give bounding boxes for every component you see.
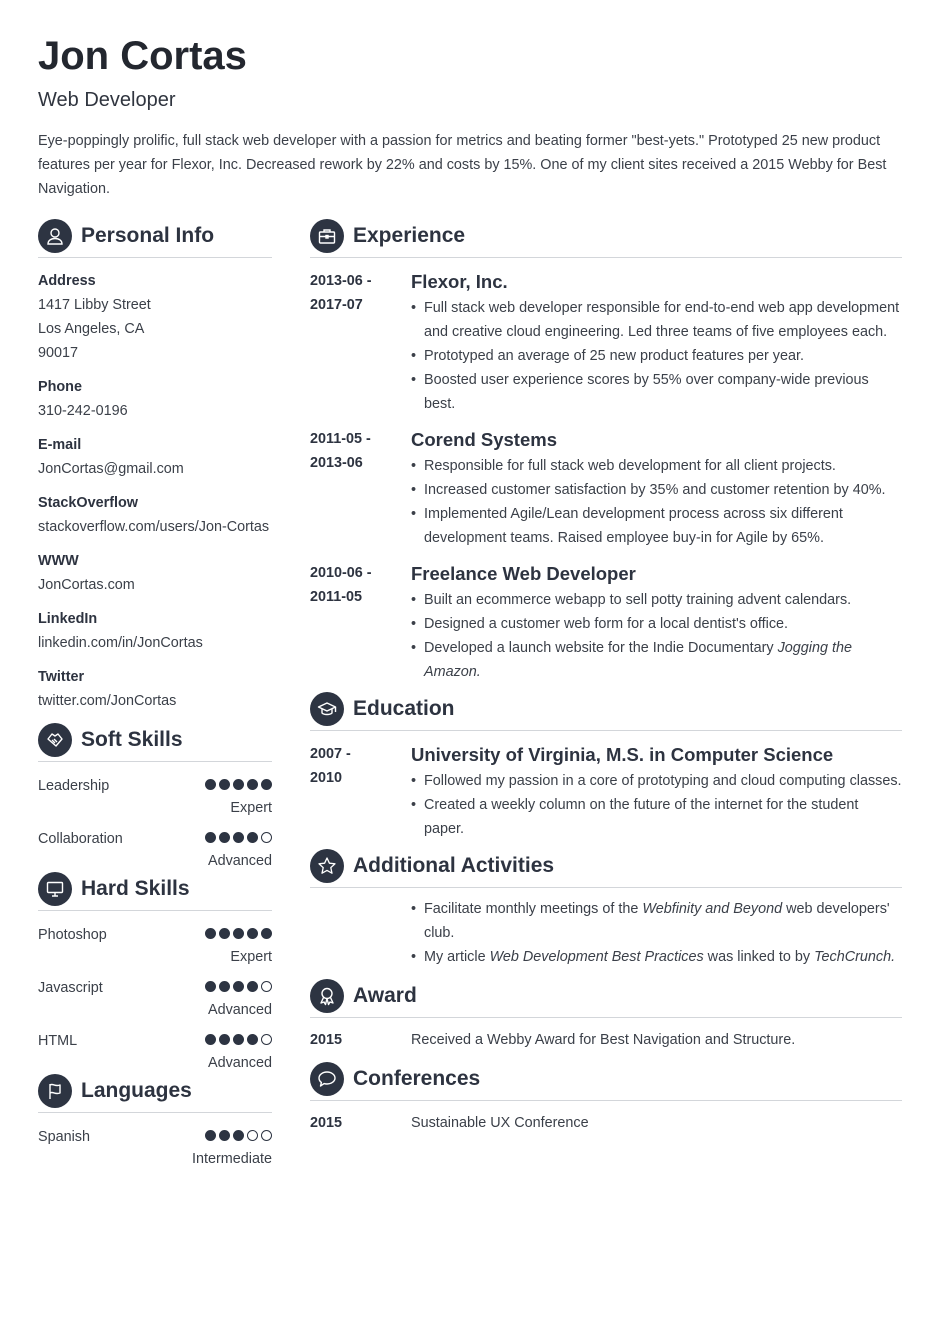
skill-name: Collaboration <box>38 831 123 847</box>
email-value[interactable]: JonCortas@gmail.com <box>38 461 184 477</box>
rating-dot-empty <box>261 832 272 843</box>
rating-dot-empty <box>247 1130 258 1141</box>
hard-skills-header <box>38 872 272 911</box>
bullet-text: Facilitate monthly meetings of the <box>424 901 643 917</box>
star-icon <box>310 849 344 883</box>
handshake-icon <box>38 723 72 757</box>
rating-dots <box>205 981 272 992</box>
skill-row <box>38 966 272 1019</box>
bullet-text: web developers' club. <box>424 901 890 941</box>
rating-dot-filled <box>233 928 244 939</box>
bullet-italic: Web Development Best Practices <box>489 949 704 965</box>
skill-level: Expert <box>230 949 272 965</box>
bullet-italic: Webfinity and Beyond <box>642 901 783 917</box>
date-range <box>310 742 400 790</box>
rating-dot-filled <box>233 779 244 790</box>
section-title: Hard Skills <box>81 877 190 900</box>
linkedin-value[interactable]: linkedin.com/in/JonCortas <box>38 635 203 651</box>
date-start: 2013-06 - <box>310 273 372 289</box>
bullet-list <box>411 454 902 550</box>
right-column <box>310 219 902 1135</box>
date-end: 2010 <box>310 770 343 786</box>
rating-dot-filled <box>205 981 216 992</box>
address-line: 90017 <box>38 345 79 361</box>
award-date: 2015 <box>310 1032 343 1048</box>
skill-row <box>38 817 272 870</box>
www-value[interactable]: JonCortas.com <box>38 577 135 593</box>
skill-name: Leadership <box>38 778 110 794</box>
experience-entry <box>310 427 902 550</box>
activities-entry <box>411 897 902 969</box>
bullet-list <box>411 769 902 841</box>
date-range <box>310 427 400 475</box>
stackoverflow-value[interactable]: stackoverflow.com/users/Jon-Cortas <box>38 519 270 535</box>
email-label: E-mail <box>38 437 82 453</box>
bullet-item: • Responsible for full stack web development for all client projects. <box>411 454 902 478</box>
experience-entry <box>310 561 902 684</box>
phone-label: Phone <box>38 379 82 395</box>
skill-level: Advanced <box>207 1055 272 1071</box>
rating-dot-filled <box>233 1034 244 1045</box>
job-title: Web Developer <box>38 89 176 111</box>
rating-dot-empty <box>261 1130 272 1141</box>
section-title: Additional Activities <box>353 854 555 877</box>
summary: Eye-poppingly prolific, full stack web developer with a passion for metrics and beating former "best-yets." Prototyped 25 new product features per year for Flexor, Inc. Decreased rework by 22% and costs by 15%. One of my client sites received a 2015 Webby for Best Navigation. <box>38 133 887 197</box>
rating-dot-filled <box>247 832 258 843</box>
personal-info-header <box>38 219 272 258</box>
conference-text: Sustainable UX Conference <box>411 1115 589 1131</box>
rating-dot-filled <box>247 779 258 790</box>
flag-icon <box>38 1074 72 1108</box>
award-text: Received a Webby Award for Best Navigation and Structure. <box>411 1032 796 1048</box>
rating-dot-filled <box>247 1034 258 1045</box>
section-title: Languages <box>81 1079 192 1102</box>
bullet-item: • Followed my passion in a core of prototyping and cloud computing classes. <box>411 769 902 793</box>
date-start: 2010-06 - <box>310 565 372 581</box>
skill-level: Expert <box>230 800 272 816</box>
rating-dot-filled <box>247 981 258 992</box>
skill-row <box>38 913 272 966</box>
date-end: 2011-05 <box>310 589 363 605</box>
skill-name: Spanish <box>38 1129 91 1145</box>
bullet-italic: Jogging the Amazon. <box>424 640 852 680</box>
rating-dot-filled <box>233 832 244 843</box>
conference-entry <box>310 1111 902 1135</box>
bullet-text: My article <box>424 949 490 965</box>
phone-value: 310-242-0196 <box>38 403 128 419</box>
education-entry <box>310 742 902 841</box>
rating-dot-filled <box>205 1034 216 1045</box>
rating-dot-filled <box>205 1130 216 1141</box>
rating-dots <box>205 779 272 790</box>
rating-dot-filled <box>261 928 272 939</box>
languages-header <box>38 1074 272 1113</box>
bullet-text: Developed a launch website for the Indie Documentary <box>424 640 778 656</box>
date-range <box>310 269 400 317</box>
date-start: 2011-05 - <box>310 431 371 447</box>
job-company: Corend Systems <box>411 429 557 450</box>
candidate-name: Jon Cortas <box>38 34 247 78</box>
rating-dot-empty <box>261 1034 272 1045</box>
bullet-item <box>411 945 902 969</box>
rating-dots <box>205 1034 272 1045</box>
skill-name: Photoshop <box>38 927 107 943</box>
rating-dot-filled <box>219 832 230 843</box>
address-line: Los Angeles, CA <box>38 321 145 337</box>
bullet-item: • Prototyped an average of 25 new product features per year. <box>411 344 902 368</box>
section-title: Conferences <box>353 1067 481 1090</box>
bullet-item: • Boosted user experience scores by 55% over company-wide previous best. <box>411 368 902 416</box>
date-end: 2013-06 <box>310 455 363 471</box>
bullet-item: • Designed a customer web form for a local dentist's office. <box>411 612 902 636</box>
rating-dot-filled <box>219 981 230 992</box>
rating-dot-filled <box>219 1034 230 1045</box>
section-title: Education <box>353 697 455 720</box>
education-header <box>310 692 902 731</box>
rating-dot-filled <box>219 779 230 790</box>
rating-dot-filled <box>219 928 230 939</box>
person-icon <box>38 219 72 253</box>
rating-dot-filled <box>219 1130 230 1141</box>
rating-dot-filled <box>233 1130 244 1141</box>
job-company: Freelance Web Developer <box>411 563 636 584</box>
stackoverflow-label: StackOverflow <box>38 495 138 511</box>
rating-dot-filled <box>205 832 216 843</box>
rating-dots <box>205 928 272 939</box>
award-header <box>310 979 902 1018</box>
soft-skills-header <box>38 723 272 762</box>
bullet-item <box>411 636 902 684</box>
bullet-text: was linked to by <box>703 949 815 965</box>
skill-name: HTML <box>38 1033 78 1049</box>
bullet-item: • Full stack web developer responsible for end-to-end web app development and creative cloud engineering. Led three teams of five employees each. <box>411 296 902 344</box>
linkedin-label: LinkedIn <box>38 611 98 627</box>
bullet-item: • Built an ecommerce webapp to sell potty training advent calendars. <box>411 588 902 612</box>
rating-dots <box>205 832 272 843</box>
rating-dot-empty <box>261 981 272 992</box>
address-label: Address <box>38 273 96 289</box>
rating-dot-filled <box>205 928 216 939</box>
experience-header <box>310 219 902 258</box>
date-end: 2017-07 <box>310 297 363 313</box>
bullet-item <box>411 897 902 945</box>
rating-dot-filled <box>205 779 216 790</box>
ribbon-icon <box>310 979 344 1013</box>
award-entry <box>310 1028 902 1052</box>
bullet-item: • Increased customer satisfaction by 35% and customer retention by 40%. <box>411 478 902 502</box>
bullet-item: • Created a weekly column on the future of the internet for the student paper. <box>411 793 902 841</box>
date-range <box>310 561 400 609</box>
www-label: WWW <box>38 553 79 569</box>
experience-entry <box>310 269 902 416</box>
rating-dot-filled <box>261 779 272 790</box>
rating-dots <box>205 1130 272 1141</box>
skill-row <box>38 764 272 817</box>
skill-row <box>38 1115 272 1168</box>
bullet-item: • Implemented Agile/Lean development process across six different development teams. Raised employee buy-in for Agile by 65%. <box>411 502 902 550</box>
bullet-list <box>411 588 902 684</box>
degree-title: University of Virginia, M.S. in Computer Science <box>411 744 834 765</box>
skill-row <box>38 1019 272 1072</box>
date-start: 2007 - <box>310 746 351 762</box>
address-line: 1417 Libby Street <box>38 297 151 313</box>
bullet-list <box>411 897 902 969</box>
skill-name: Javascript <box>38 980 103 996</box>
section-title: Experience <box>353 224 466 247</box>
rating-dot-filled <box>247 928 258 939</box>
twitter-value[interactable]: twitter.com/JonCortas <box>38 693 177 709</box>
speech-bubble-icon <box>310 1062 344 1096</box>
graduation-cap-icon <box>310 692 344 726</box>
bullet-italic: TechCrunch. <box>814 949 896 965</box>
section-title: Award <box>353 984 417 1007</box>
skill-level: Advanced <box>207 853 272 869</box>
bullet-list <box>411 296 902 416</box>
twitter-label: Twitter <box>38 669 85 685</box>
conference-date: 2015 <box>310 1115 343 1131</box>
activities-header <box>310 849 902 888</box>
section-title: Personal Info <box>81 224 215 247</box>
left-column <box>38 219 272 1168</box>
rating-dot-filled <box>233 981 244 992</box>
conferences-header <box>310 1062 902 1101</box>
skill-level: Advanced <box>207 1002 272 1018</box>
section-title: Soft Skills <box>81 728 183 751</box>
monitor-icon <box>38 872 72 906</box>
job-company: Flexor, Inc. <box>411 271 508 292</box>
briefcase-icon <box>310 219 344 253</box>
skill-level: Intermediate <box>192 1151 272 1167</box>
